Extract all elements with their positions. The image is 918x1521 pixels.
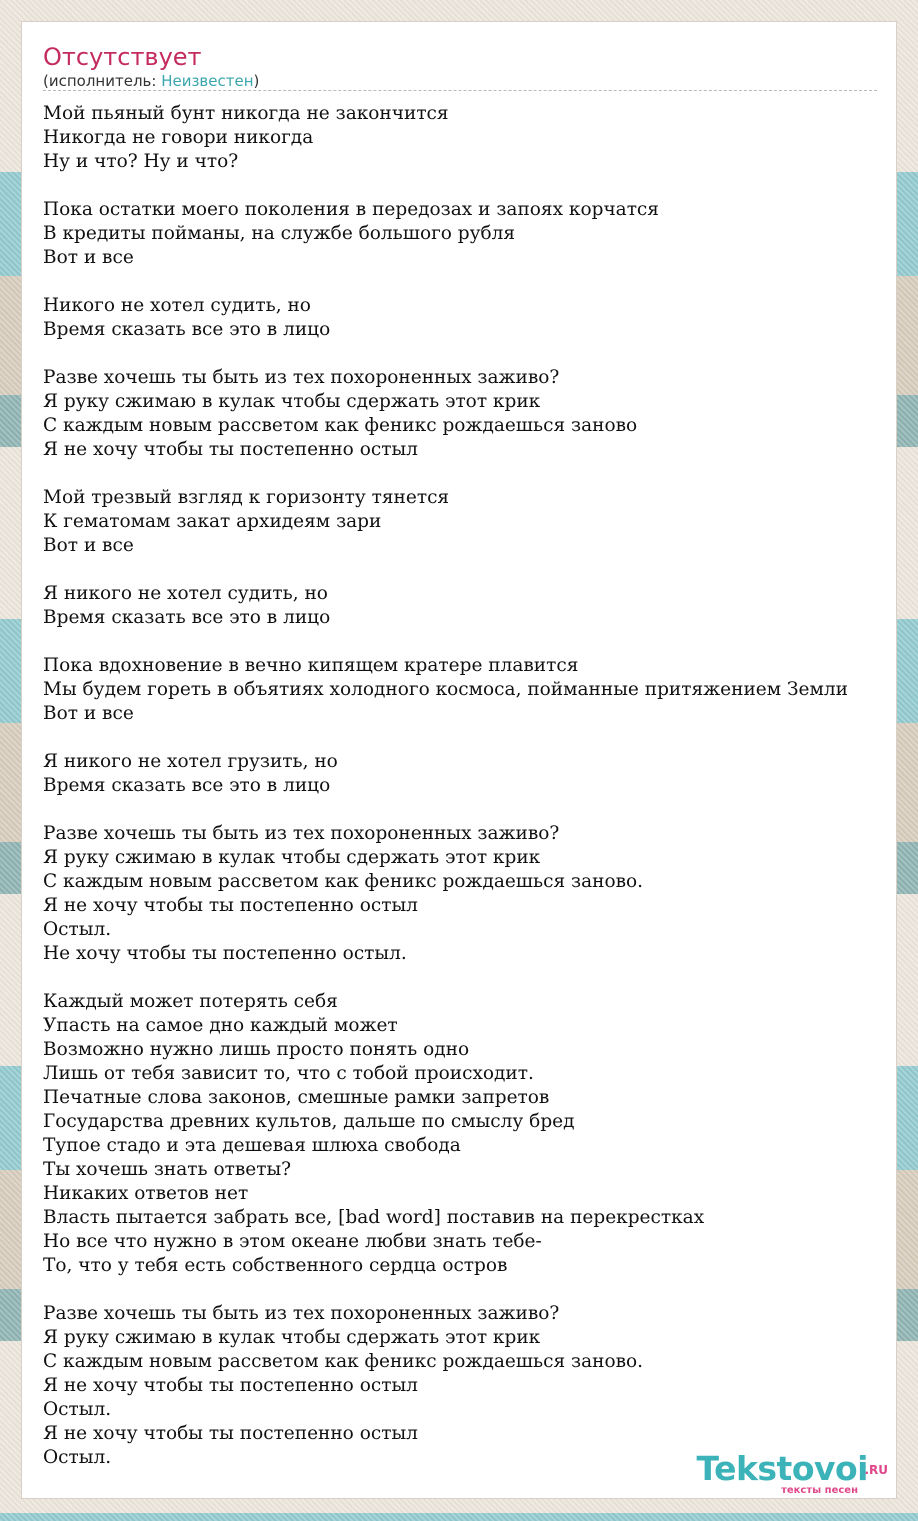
lyric-line: Мой трезвый взгляд к горизонту тянется — [43, 487, 450, 508]
header-divider — [43, 90, 877, 91]
lyric-line: Разве хочешь ты быть из тех похороненных заживо? — [43, 823, 560, 844]
lyric-blank-line — [43, 1278, 913, 1302]
lyric-blank-line — [43, 966, 913, 990]
lyric-line: Мой пьяный бунт никогда не закончится — [43, 103, 449, 124]
lyric-blank-line — [43, 630, 913, 654]
lyric-line: Вот и все — [43, 703, 134, 724]
lyric-line: Я руку сжимаю в кулак чтобы сдержать этот крик — [43, 847, 541, 868]
lyric-line: Никаких ответов нет — [43, 1183, 249, 1204]
lyric-line: Я никого не хотел судить, но — [43, 583, 328, 604]
lyric-line: Упасть на самое дно каждый может — [43, 1015, 398, 1036]
lyric-line: Время сказать все это в лицо — [43, 775, 331, 796]
lyric-line: Я не хочу чтобы ты постепенно остыл — [43, 1375, 418, 1396]
lyric-blank-line — [43, 342, 913, 366]
lyric-blank-line — [43, 270, 913, 294]
lyric-line: Разве хочешь ты быть из тех похороненных заживо? — [43, 1303, 560, 1324]
lyric-blank-line — [43, 558, 913, 582]
lyric-line: Остыл. — [43, 1447, 112, 1468]
lyric-line: Каждый может потерять себя — [43, 991, 338, 1012]
lyrics-text — [43, 102, 913, 1470]
artist-prefix: (исполнитель: — [43, 72, 162, 90]
lyric-line: Остыл. — [43, 1399, 112, 1420]
lyric-line: К гематомам закат архидеям зари — [43, 511, 382, 532]
lyric-line: Ты хочешь знать ответы? — [43, 1159, 292, 1180]
lyric-line: С каждым новым рассветом как феникс рождаешься заново. — [43, 1351, 644, 1372]
lyric-blank-line — [43, 174, 913, 198]
lyric-line: Никогда не говори никогда — [43, 127, 314, 148]
lyric-line: Но все что нужно в этом океане любви знать тебе- — [43, 1231, 542, 1252]
lyric-line: Я руку сжимаю в кулак чтобы сдержать этот крик — [43, 391, 541, 412]
lyric-line: В кредиты пойманы, на службе большого рубля — [43, 223, 516, 244]
lyric-blank-line — [43, 462, 913, 486]
lyric-line: Я никого не хотел грузить, но — [43, 751, 338, 772]
lyric-line: Власть пытается забрать все, [bad word] поставив на перекрестках — [43, 1207, 705, 1228]
lyric-line: Время сказать все это в лицо — [43, 319, 331, 340]
lyric-line: Пока остатки моего поколения в передозах и запоях корчатся — [43, 199, 659, 220]
song-title: Отсутствует — [43, 43, 202, 71]
lyric-line: Печатные слова законов, смешные рамки запретов — [43, 1087, 550, 1108]
lyric-line: Мы будем гореть в объятиях холодного космоса, пойманные притяжением Земли — [43, 679, 848, 700]
lyric-line: Вот и все — [43, 247, 134, 268]
logo-domain: .RU — [864, 1463, 888, 1477]
lyrics-card — [21, 21, 897, 1499]
lyric-line: Я не хочу чтобы ты постепенно остыл — [43, 439, 418, 460]
lyric-line: Я руку сжимаю в кулак чтобы сдержать этот крик — [43, 1327, 541, 1348]
lyric-blank-line — [43, 726, 913, 750]
lyric-line: Тупое стадо и эта дешевая шлюха свобода — [43, 1135, 461, 1156]
artist-line — [43, 72, 259, 90]
lyric-line: Возможно нужно лишь просто понять одно — [43, 1039, 470, 1060]
lyric-line: Не хочу чтобы ты постепенно остыл. — [43, 943, 407, 964]
lyric-line: Время сказать все это в лицо — [43, 607, 331, 628]
lyric-line: Никого не хотел судить, но — [43, 295, 311, 316]
lyric-blank-line — [43, 798, 913, 822]
logo-wordmark: Tekstovoi — [696, 1449, 868, 1488]
lyric-line: Государства древних культов, дальше по смыслу бред — [43, 1111, 575, 1132]
lyric-line: Я не хочу чтобы ты постепенно остыл — [43, 895, 418, 916]
artist-link[interactable]: Неизвестен — [161, 72, 254, 90]
lyric-line: То, что у тебя есть собственного сердца остров — [43, 1255, 508, 1276]
lyric-line: Лишь от тебя зависит то, что с тобой происходит. — [43, 1063, 534, 1084]
lyric-line: Разве хочешь ты быть из тех похороненных заживо? — [43, 367, 560, 388]
lyric-line: С каждым новым рассветом как феникс рождаешься заново. — [43, 871, 644, 892]
artist-suffix: ) — [253, 72, 260, 90]
lyric-line: Пока вдохновение в вечно кипящем кратере плавится — [43, 655, 579, 676]
lyric-line: Остыл. — [43, 919, 112, 940]
lyric-line: Вот и все — [43, 535, 134, 556]
logo-tagline: тексты песен — [781, 1485, 858, 1496]
site-logo[interactable] — [678, 1450, 888, 1496]
lyric-line: С каждым новым рассветом как феникс рождаешься заново — [43, 415, 638, 436]
lyric-line: Ну и что? Ну и что? — [43, 151, 239, 172]
lyric-line: Я не хочу чтобы ты постепенно остыл — [43, 1423, 418, 1444]
